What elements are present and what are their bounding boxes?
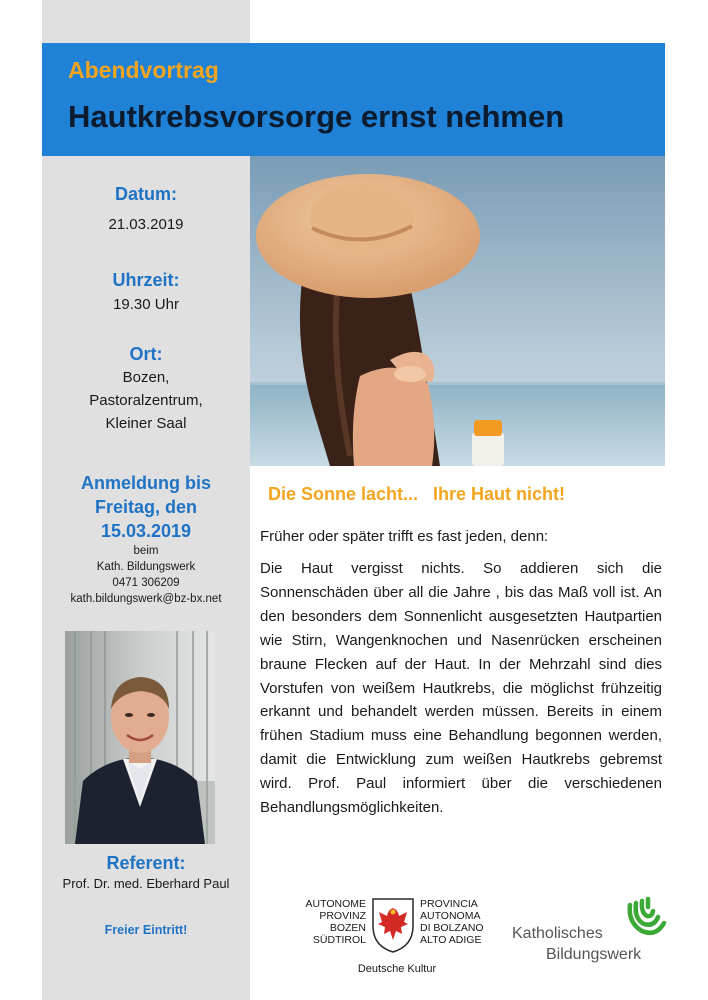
province-name-de xyxy=(282,898,366,946)
department-name: Deutsche Kultur xyxy=(357,963,437,975)
event-type: Abendvortrag xyxy=(68,57,219,83)
kbw-logo xyxy=(512,893,672,973)
speaker-photo xyxy=(65,631,215,844)
eagle-crest-icon xyxy=(370,896,416,954)
date-label: Datum: xyxy=(115,184,177,204)
free-admission-note: Freier Eintritt! xyxy=(104,923,188,937)
time-value: 19.30 Uhr xyxy=(113,296,179,313)
kbw-spiral-icon xyxy=(620,893,672,945)
date-value: 21.03.2019 xyxy=(108,216,184,233)
admission-section xyxy=(42,923,250,937)
registration-email: kath.bildungswerk@bz-bx.net xyxy=(70,593,222,605)
speaker-label: Referent: xyxy=(106,853,186,873)
province-text: SÜDTIROL xyxy=(312,934,366,946)
province-text: AUTONOME xyxy=(305,898,366,910)
time-label: Uhrzeit: xyxy=(112,270,180,290)
province-text: PROVINZ xyxy=(319,910,366,922)
date-section xyxy=(42,184,250,236)
province-text: AUTONOMA xyxy=(420,910,481,922)
location-line: Bozen, xyxy=(122,369,170,386)
speaker-name: Prof. Dr. med. Eberhard Paul xyxy=(62,876,230,891)
province-text: ALTO ADIGE xyxy=(420,934,482,946)
registration-detail: beim xyxy=(133,545,159,557)
registration-line: Anmeldung bis xyxy=(81,473,211,493)
page-title: Hautkrebsvorsorge ernst nehmen xyxy=(68,99,565,134)
location-label: Ort: xyxy=(129,344,163,364)
location-line: Kleiner Saal xyxy=(105,415,187,432)
registration-line: Freitag, den xyxy=(94,497,197,517)
lead-sentence: Früher oder später trifft es fast jeden, denn: xyxy=(260,528,549,545)
location-line: Pastoralzentrum, xyxy=(89,392,203,409)
speaker-section xyxy=(42,853,250,894)
province-text: DI BOLZANO xyxy=(420,922,484,934)
registration-detail: Kath. Bildungswerk xyxy=(96,561,196,573)
kbw-text-line: Bildungswerk xyxy=(546,946,642,963)
registration-phone: 0471 306209 xyxy=(112,577,180,589)
province-name-it xyxy=(420,898,515,946)
kbw-text-line: Katholisches xyxy=(512,925,603,942)
hero-image xyxy=(250,156,665,466)
body-paragraph: Die Haut vergisst nichts. So addieren sich die Sonnenschäden über all die Jahre , bis das Maß voll ist. An den besonders dem Sonnenlicht ausgesetzten Hautpartien wie Stirn, Wangenknochen und Nasenrücken erscheinen braune Flecken auf der Haut. In der Mehrzahl sind dies Vorstufen von weißem Hautkrebs, die möglichst frühzeitig erkannt und behandelt werden müssen. Bereits in einem frühen Stadium muss eine Behandlung begonnen werden, damit die Entwicklung zum weißen Hautkrebs gebremst wird. Prof. Paul informiert über die verschiedenen Behandlungsmöglichkeiten. xyxy=(260,560,662,817)
slogan: Die Sonne lacht... Ihre Haut nicht! xyxy=(268,484,566,504)
registration-section xyxy=(42,471,250,607)
province-logo xyxy=(282,896,512,982)
header-banner xyxy=(42,43,665,156)
location-section xyxy=(42,344,250,435)
province-text: PROVINCIA xyxy=(420,898,478,910)
registration-deadline: 15.03.2019 xyxy=(100,521,192,541)
time-section xyxy=(42,270,250,316)
province-text: BOZEN xyxy=(329,922,366,934)
